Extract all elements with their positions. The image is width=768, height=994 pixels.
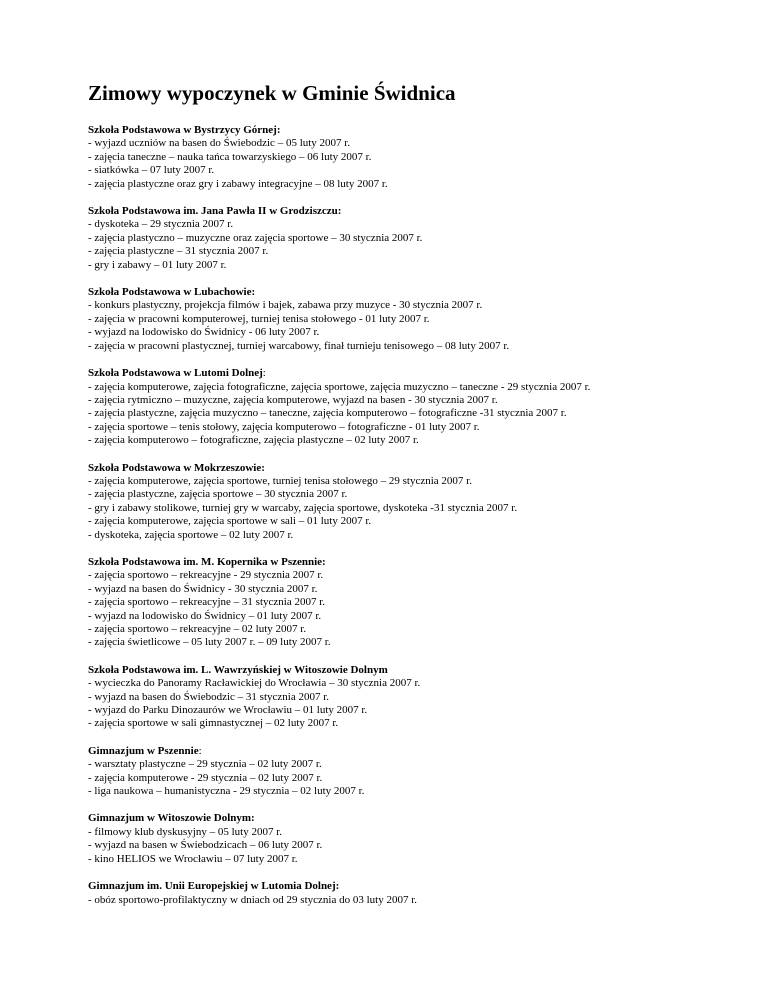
school-heading-suffix: :	[262, 367, 266, 380]
activity-item: - wycieczka do Panoramy Racławickiej do Wrocławia – 30 stycznia 2007 r.	[88, 677, 421, 690]
school-heading	[88, 286, 748, 299]
school-name: Szkoła Podstawowa im. L. Wawrzyńskiej w Witoszowie Dolnym	[88, 663, 388, 676]
activity-item: - zajęcia plastyczne oraz gry i zabawy integracyjne – 08 luty 2007 r.	[88, 177, 388, 190]
activity-item: - wyjazd na basen do Świebodzic – 31 stycznia 2007 r.	[88, 690, 330, 703]
activity-item: - liga naukowa – humanistyczna - 29 stycznia – 02 luty 2007 r.	[88, 785, 365, 798]
school-heading	[88, 664, 748, 677]
activity-item: - zajęcia sportowo – rekreacyjne – 31 stycznia 2007 r.	[88, 596, 326, 609]
activity-item: - konkurs plastyczny, projekcja filmów i bajek, zabawa przy muzyce - 30 stycznia 2007 r.	[88, 299, 483, 312]
school-name: Gimnazjum w Pszennie	[88, 744, 199, 757]
activity-item: - wyjazd na basen do Świdnicy - 30 stycznia 2007 r.	[88, 582, 318, 595]
document-title: Zimowy wypoczynek w Gminie Świdnica	[88, 81, 456, 105]
school-heading	[88, 556, 748, 569]
school-heading	[88, 367, 748, 380]
activity-item: - zajęcia komputerowe, zajęcia fotograficzne, zajęcia sportowe, zajęcia muzyczno – taneczne - 29 stycznia 2007 r.	[88, 380, 591, 393]
school-heading	[88, 880, 748, 893]
school-section	[88, 664, 748, 731]
activity-item: - dyskoteka – 29 stycznia 2007 r.	[88, 218, 234, 231]
school-section	[88, 205, 748, 272]
activity-item: - zajęcia sportowe – tenis stołowy, zajęcia komputerowo – fotograficzne - 01 luty 2007 r.	[88, 420, 480, 433]
school-name: Szkoła Podstawowa im. Jana Pawła II w Grodziszczu:	[88, 205, 342, 218]
activity-item: - zajęcia plastyczne – 31 stycznia 2007 r.	[88, 245, 269, 258]
school-name: Szkoła Podstawowa w Bystrzycy Górnej:	[88, 124, 281, 136]
school-heading	[88, 205, 748, 218]
activity-item: - wyjazd na lodowisko do Świdnicy - 06 luty 2007 r.	[88, 326, 320, 339]
school-section	[88, 880, 748, 907]
activity-item: - kino HELIOS we Wrocławiu – 07 luty 2007 r.	[88, 852, 298, 865]
activity-item: - zajęcia plastyczne, zajęcia muzyczno – taneczne, zajęcia komputerowo – fotograficzne -31 stycznia 2007 r.	[88, 407, 567, 420]
school-name: Gimnazjum w Witoszowie Dolnym:	[88, 812, 255, 825]
activity-item: - zajęcia plastyczno – muzyczne oraz zajęcia sportowe – 30 stycznia 2007 r.	[88, 231, 423, 244]
activity-item: - zajęcia sportowo – rekreacyjne – 02 luty 2007 r.	[88, 623, 307, 635]
school-heading-suffix: :	[198, 744, 202, 757]
activity-item: - gry i zabawy – 01 luty 2007 r.	[88, 258, 227, 271]
school-name: Szkoła Podstawowa w Mokrzeszowie:	[88, 461, 265, 474]
school-section	[88, 367, 748, 447]
activity-item: - zajęcia świetlicowe – 05 luty 2007 r. – 09 luty 2007 r.	[88, 636, 331, 649]
activity-item: - zajęcia sportowe w sali gimnastycznej – 02 luty 2007 r.	[88, 717, 339, 730]
school-heading	[88, 812, 748, 825]
activity-item: - dyskoteka, zajęcia sportowe – 02 luty 2007 r.	[88, 528, 294, 541]
activity-item: - zajęcia taneczne – nauka tańca towarzyskiego – 06 luty 2007 r.	[88, 150, 372, 163]
activity-item: - wyjazd do Parku Dinozaurów we Wrocławiu – 01 luty 2007 r.	[88, 704, 368, 717]
activity-item: - zajęcia plastyczne, zajęcia sportowe – 30 stycznia 2007 r.	[88, 488, 348, 501]
sections-container	[88, 124, 748, 907]
activity-item: - zajęcia w pracowni plastycznej, turniej warcabowy, finał turnieju tenisowego – 08 luty 2007 r.	[88, 339, 510, 352]
activity-item: - warsztaty plastyczne – 29 stycznia – 02 luty 2007 r.	[88, 758, 322, 771]
school-heading	[88, 462, 748, 475]
school-section	[88, 462, 748, 542]
school-heading	[88, 745, 748, 758]
school-section	[88, 745, 748, 799]
school-name: Szkoła Podstawowa w Lutomi Dolnej	[88, 367, 263, 380]
activity-item: - gry i zabawy stolikowe, turniej gry w warcaby, zajęcia sportowe, dyskoteka -31 stycznia 2007 r.	[88, 501, 518, 514]
activity-item: - zajęcia komputerowe - 29 stycznia – 02 luty 2007 r.	[88, 771, 323, 784]
activity-item: - wyjazd na basen w Świebodzicach – 06 luty 2007 r.	[88, 839, 323, 852]
activity-item: - filmowy klub dyskusyjny – 05 luty 2007 r.	[88, 825, 283, 838]
school-section	[88, 286, 748, 353]
school-section	[88, 812, 748, 866]
activity-item: - wyjazd uczniów na basen do Świebodzic – 05 luty 2007 r.	[88, 137, 351, 150]
school-name: Szkoła Podstawowa im. M. Kopernika w Pszennie:	[88, 555, 326, 568]
activity-item: - zajęcia rytmiczno – muzyczne, zajęcia komputerowe, wyjazd na basen - 30 stycznia 2007 r.	[88, 393, 498, 406]
school-name: Szkoła Podstawowa w Lubachowie:	[88, 286, 256, 299]
school-heading	[88, 124, 748, 137]
activity-item: - zajęcia komputerowe, zajęcia sportowe w sali – 01 luty 2007 r.	[88, 515, 372, 528]
activity-item: - zajęcia komputerowe, zajęcia sportowe, turniej tenisa stołowego – 29 stycznia 2007 r.	[88, 474, 472, 487]
activity-item: - obóz sportowo-profilaktyczny w dniach od 29 stycznia do 03 luty 2007 r.	[88, 893, 418, 906]
school-name: Gimnazjum im. Unii Europejskiej w Lutomia Dolnej:	[88, 880, 340, 893]
school-section	[88, 124, 748, 191]
school-section	[88, 556, 748, 650]
activity-item: - wyjazd na lodowisko do Świdnicy – 01 luty 2007 r.	[88, 609, 322, 622]
activity-item: - zajęcia komputerowo – fotograficzne, zajęcia plastyczne – 02 luty 2007 r.	[88, 434, 419, 447]
activity-item: - zajęcia w pracowni komputerowej, turniej tenisa stołowego - 01 luty 2007 r.	[88, 312, 430, 325]
activity-item: - zajęcia sportowo – rekreacyjne - 29 stycznia 2007 r.	[88, 569, 324, 582]
document-page	[88, 80, 748, 921]
activity-item: - siatkówka – 07 luty 2007 r.	[88, 164, 215, 177]
